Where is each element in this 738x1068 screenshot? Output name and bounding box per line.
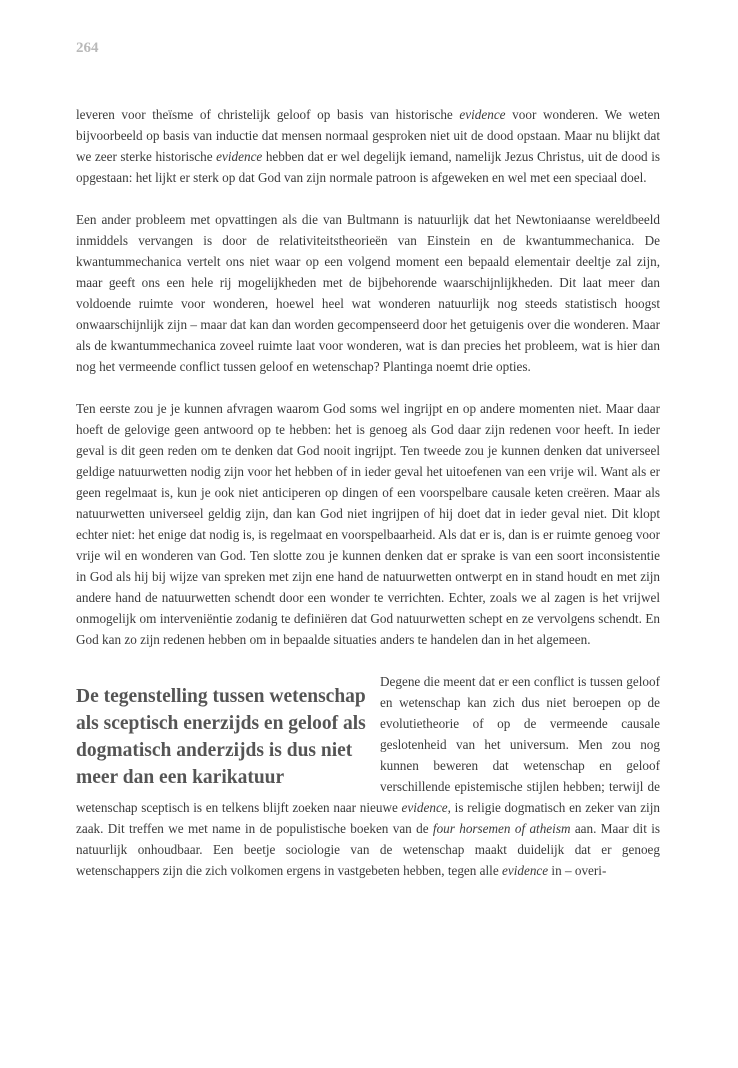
italic-term: evidence: [401, 800, 448, 815]
paragraph: Degene die meent dat er een conflict is tussen geloof en wetenschap kan zich dus niet beroepen op de evolutietheorie of op de vermeende causale geslotenheid van het universum. Men zou nog kunnen beweren dat wetenschap en geloof verschillende epistemische stijlen hebben; terwijl de wetenschap sceptisch is en telkens blijft zoeken naar nieuwe evidence, is religie dogmatisch en zeker van zijn zaak. Dit treffen we met name in de populistische boeken van de four horsemen of atheism aan. Maar dit is natuurlijk onhoudbaar. Een beetje sociologie van de wetenschap maakt duidelijk dat er genoeg wetenschappers zijn die zich volkomen ergens in vastgebeten hebben, tegen alle evidence in – overi-: [76, 674, 660, 878]
body-text: [76, 104, 660, 902]
page-number: 264: [76, 40, 99, 56]
italic-term: evidence: [216, 149, 263, 164]
italic-term: evidence: [459, 107, 506, 122]
paragraph: Ten eerste zou je je kunnen afvragen waarom God soms wel ingrijpt en op andere momenten niet. Maar daar hoeft de gelovige geen antwoord op te hebben: het is genoeg als God daar zijn redenen voor heeft. In ieder geval is dit geen reden om te denken dat God nooit ingrijpt. Ten tweede zou je kunnen denken dat universeel geldige natuurwetten nodig zijn voor het hebben of in ieder geval het uitoefenen van een vrije wil. Want als er geen regelmaat is, kun je ook niet anticiperen op dingen of een voorspelbare causale keten creëren. Maar als natuurwetten universeel geldig zijn, dan kan God niet ingrijpen of hij doet dat in ieder geval niet. Dit klopt echter niet: het enige dat nodig is, is regelmaat en voorspelbaarheid. Als dat er is, dan is er ruimte genoeg voor vrije wil en wonderen van God. Ten slotte zou je kunnen denken dat er sprake is van een soort inconsistentie in God als hij bij wijze van spreken met zijn ene hand de natuurwetten ontwerpt en in stand houdt en met zijn andere hand de natuurwetten schendt door een wonder te verrichten. Echter, zoals we al zagen is het vrijwel onmogelijk om interveniëntie zodanig te definiëren dat God natuurwetten schept en ze vervolgens schendt. En God kan zo zijn redenen hebben om in bepaalde situaties anders te handelen dan in het algemeen.: [76, 401, 660, 647]
paragraph: Een ander probleem met opvattingen als die van Bultmann is natuurlijk dat het Newtoniaanse wereldbeeld inmiddels vervangen is door de relativiteitstheorieën van Einstein en de kwantummechanica. De kwantummechanica vertelt ons niet waar op een volgend moment een bepaald elementair deeltje zal zijn, maar geeft ons een hele rij mogelijkheden met de bijbehorende waarschijnlijkheden. Dit laat meer dan voldoende ruimte voor wonderen, hoewel heel wat wonderen natuurlijk nog steeds statistisch hoogst onwaarschijnlijk zijn – maar dat kan dan worden gecompenseerd door het getuigenis over die wonderen. Maar als de kwantummechanica zoveel ruimte laat voor wonderen, wat is dan precies het probleem, wat is hier dan nog het vermeende conflict tussen geloof en wetenschap? Plantinga noemt drie opties.: [76, 212, 660, 374]
paragraph: leveren voor theïsme of christelijk geloof op basis van historische evidence voor wonderen. We weten bijvoorbeeld op basis van inductie dat mensen normaal gesproken niet uit de dood opstaan. Maar nu blijkt dat we zeer sterke historische evidence hebben dat er wel degelijk iemand, namelijk Jezus Christus, uit de dood is opgestaan: het lijkt er sterk op dat God van zijn normale patroon is afgeweken en wel met een speciaal doel.: [76, 107, 660, 185]
italic-term: four horsemen of atheism: [432, 821, 571, 836]
pull-quote: De tegenstelling tussen wetenschap als sceptisch enerzijds en geloof als dogmatisch anderzijds is dus niet meer dan een karikatuur: [76, 686, 366, 788]
italic-term: evidence: [502, 863, 549, 878]
